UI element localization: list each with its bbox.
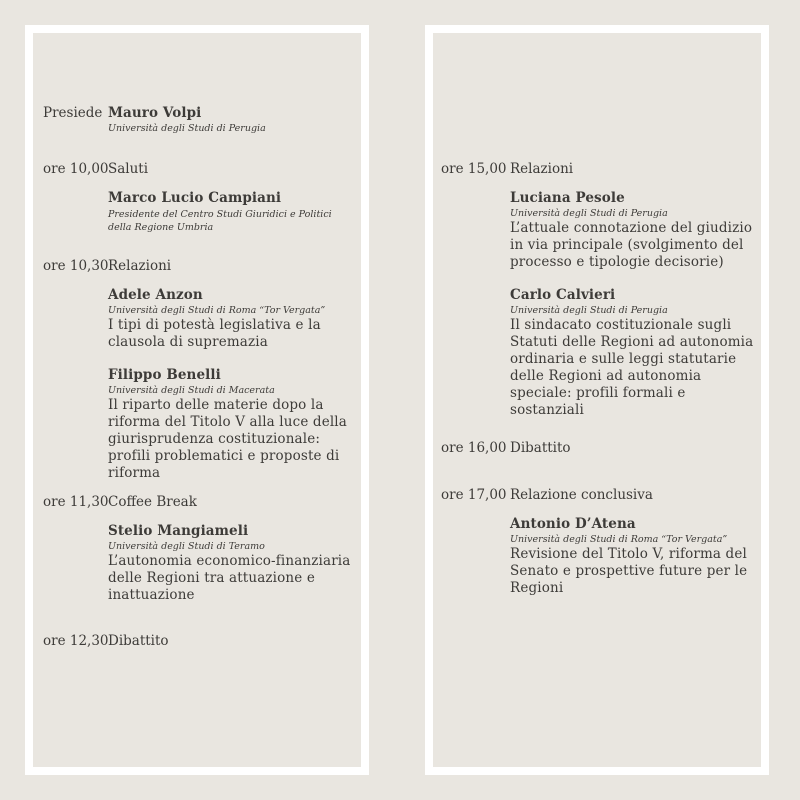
speaker-affiliation: Università degli Studi di Perugia [510,305,668,316]
session-title: Relazioni [108,258,172,274]
speaker-name: Antonio D’Atena [510,516,636,532]
talk-title: Il sindacato costituzionale sugli Statuti delle Regioni ad autonomia ordinaria e sulle leggi statutarie delle Regioni ad autonomia speciale: profili formali e sostanziali [510,317,754,418]
talk-title: L’autonomia economico-finanziaria delle Regioni tra attuazione e inattuazione [108,553,351,603]
chair-name: Mauro Volpi [108,105,202,121]
time-label: ore 12,30 [43,633,109,649]
time-label: ore 15,00 [441,161,507,177]
speaker-affiliation: Università degli Studi di Macerata [108,385,275,396]
time-label: ore 10,00 [43,161,109,177]
chair-affiliation: Università degli Studi di Perugia [108,123,266,134]
speaker-affiliation: Università degli Studi di Perugia [510,208,668,219]
talk-title: L’attuale connotazione del giudizio in via principale (svolgimento del processo e tipologie decisorie) [510,220,753,270]
speaker-affiliation: Presidente del Centro Studi Giuridici e Politici della Regione Umbria [108,209,332,233]
right-panel [425,25,769,775]
session-title: Relazioni [510,161,574,177]
speaker-name: Carlo Calvieri [510,287,616,303]
speaker-affiliation: Università degli Studi di Teramo [108,541,265,552]
speaker-name: Stelio Mangiameli [108,523,249,539]
speaker-name: Luciana Pesole [510,190,625,206]
speaker-name: Marco Lucio Campiani [108,190,282,206]
speaker-affiliation: Università degli Studi di Roma “Tor Vergata” [510,534,728,545]
session-title: Saluti [108,161,149,177]
talk-title: Revisione del Titolo V, riforma del Senato e prospettive future per le Regioni [510,546,748,596]
time-label: ore 11,30 [43,494,109,510]
time-label: ore 16,00 [441,440,507,456]
talk-title: Il riparto delle materie dopo la riforma del Titolo V alla luce della giurisprudenza costituzionale: profili problematici e proposte di riforma [108,397,347,481]
left-panel [25,25,369,775]
time-label: ore 17,00 [441,487,507,503]
session-title: Dibattito [108,633,169,649]
session-title: Relazione conclusiva [510,487,653,503]
speaker-affiliation: Università degli Studi di Roma “Tor Vergata” [108,305,326,316]
chair-label: Presiede [43,105,103,121]
time-label: ore 10,30 [43,258,109,274]
speaker-name: Adele Anzon [108,287,203,303]
talk-title: I tipi di potestà legislativa e la clausola di supremazia [108,317,321,350]
session-title: Dibattito [510,440,571,456]
speaker-name: Filippo Benelli [108,367,221,383]
session-title: Coffee Break [108,494,197,510]
